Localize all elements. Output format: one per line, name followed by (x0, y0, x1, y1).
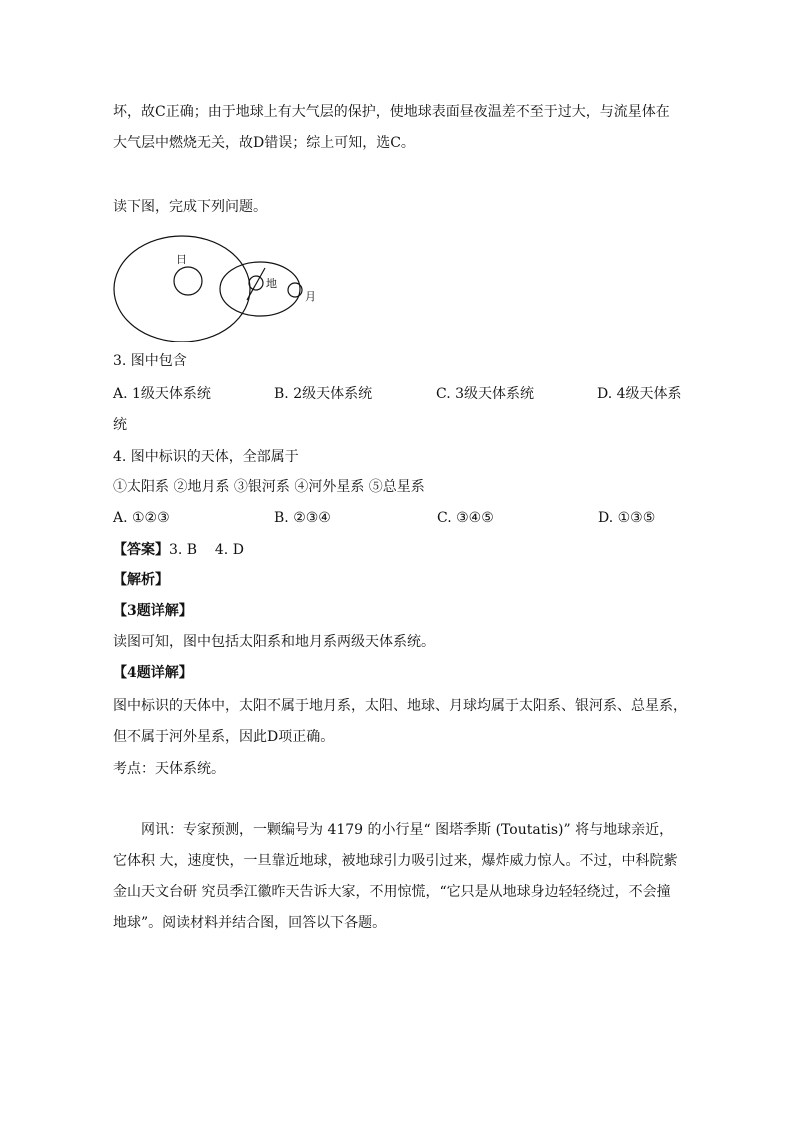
question-4-stem: 4. 图中标识的天体，全部属于 (113, 449, 299, 465)
q3-option-b: B. 2级天体系统 (274, 386, 373, 402)
answer-text: 3. B 4. D (169, 542, 244, 558)
q3-option-d: D. 4级天体系 (597, 386, 682, 402)
text-line: 大气层中燃烧无关，故D错误；综上可知，选C。 (113, 135, 415, 151)
q3-option-a: A. 1级天体系统 (113, 386, 211, 402)
text-line: 坏，故C正确；由于地球上有大气层的保护，使地球表面昼夜温差不至于过大，与流星体在 (113, 104, 670, 120)
question-4-items: ①太阳系 ②地月系 ③银河系 ④河外星系 ⑤总星系 (113, 479, 425, 495)
detail-3-text: 读图可知，图中包括太阳系和地月系两级天体系统。 (113, 634, 435, 650)
news-line: 网讯：专家预测，一颗编号为 4179 的小行星“ 图塔季斯 (Toutatis)” 将与地球亲近， (141, 822, 674, 838)
question-3-stem: 3. 图中包含 (113, 353, 187, 369)
q3-option-d-wrap: 统 (113, 417, 127, 433)
detail-4-line: 图中标识的天体中，太阳不属于地月系，太阳、地球、月球均属于太阳系、银河系、总星系， (113, 698, 687, 714)
detail-4-label: 【4题详解】 (113, 665, 193, 681)
answer-label: 【答案】 (113, 542, 169, 558)
kaodian-text: 考点：天体系统。 (113, 761, 225, 777)
news-line: 地球”。阅读材料并结合图，回答以下各题。 (113, 915, 387, 931)
q4-option-a: A. ①②③ (113, 510, 170, 526)
news-line: 它体积 大，速度快，一旦靠近地球，被地球引力吸引过来，爆炸威力惊人。不过，中科院紫 (113, 853, 678, 869)
analysis-label: 【解析】 (113, 572, 169, 588)
detail-3-label: 【3题详解】 (113, 603, 193, 619)
earth-label: 地 (266, 277, 277, 290)
news-line: 金山天文台研 究员季江徽昨天告诉大家，不用惊慌，“它只是从地球身边轻轻绕过，不会撞 (113, 884, 671, 900)
detail-4-line: 但不属于河外星系，因此D项正确。 (113, 729, 335, 745)
sun-label: 日 (176, 253, 187, 266)
answer-line (113, 540, 244, 560)
q4-option-c: C. ③④⑤ (437, 510, 494, 526)
sun-earth-moon-diagram (110, 222, 330, 342)
q3-option-c: C. 3级天体系统 (436, 386, 535, 402)
q4-option-d: D. ①③⑤ (598, 510, 656, 526)
q4-option-b: B. ②③④ (274, 510, 331, 526)
moon-label: 月 (305, 290, 316, 303)
question-intro: 读下图，完成下列问题。 (113, 199, 267, 215)
sun-system-orbit (114, 236, 250, 342)
sun-circle (174, 267, 202, 295)
